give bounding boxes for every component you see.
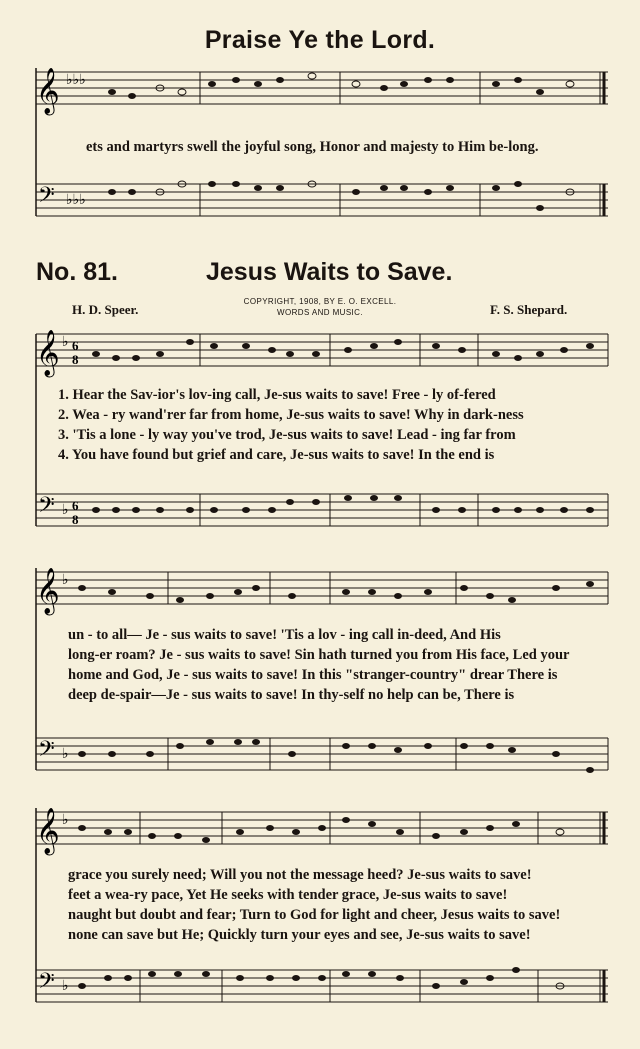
system1-verse2-lyric: 2. Wea - ry wand'rer far from home, Je-sus waits to save! Why in dark-ness xyxy=(58,407,524,423)
svg-text:6: 6 xyxy=(72,338,79,353)
svg-text:𝄢: 𝄢 xyxy=(38,183,55,213)
system3-bass-staff xyxy=(0,966,640,1016)
previous-hymn-lyric-line: ets and martyrs swell the joyful song, Honor and majesty to Him be-long. xyxy=(86,139,539,155)
system3-treble-staff xyxy=(0,808,640,858)
copyright-line-1: COPYRIGHT, 1908, BY E. O. EXCELL. xyxy=(243,297,397,306)
system1-treble-staff xyxy=(0,330,640,380)
previous-treble-staff xyxy=(0,68,640,118)
hymn-title: Jesus Waits to Save. xyxy=(206,258,453,286)
svg-text:𝄢: 𝄢 xyxy=(38,969,55,999)
words-author: H. D. Speer. xyxy=(72,302,139,317)
svg-text:♭: ♭ xyxy=(62,334,69,350)
hymn-number: No. 81. xyxy=(36,258,118,286)
system2-verse4-lyric: deep de-spair—Je - sus waits to save! In thy-self no help can be, There is xyxy=(68,687,515,703)
previous-bass-staff xyxy=(0,180,640,230)
svg-text:𝄢: 𝄢 xyxy=(38,737,55,767)
system1-verse3-lyric: 3. 'Tis a lone - ly way you've trod, Je-sus waits to save! Lead - ing far from xyxy=(58,427,516,443)
system3-verse1-lyric: grace you surely need; Will you not the message heed? Je-sus waits to save! xyxy=(68,867,532,883)
svg-text:♭: ♭ xyxy=(62,572,69,588)
svg-text:𝄢: 𝄢 xyxy=(38,493,55,523)
system3-verse4-lyric: none can save but He; Quickly turn your eyes and see, Je-sus waits to save! xyxy=(68,927,531,943)
system2-verse1-lyric: un - to all— Je - sus waits to save! 'Tis a lov - ing call in-deed, And His xyxy=(68,627,501,643)
svg-text:♭: ♭ xyxy=(62,746,69,762)
system3-verse3-lyric: naught but doubt and fear; Turn to God for light and cheer, Jesus waits to save! xyxy=(68,907,561,923)
svg-text:𝄞: 𝄞 xyxy=(36,568,60,614)
system2-verse3-lyric: home and God, Je - sus waits to save! In this "stranger-country" drear There is xyxy=(68,667,558,683)
svg-text:𝄞: 𝄞 xyxy=(36,330,60,376)
svg-text:6: 6 xyxy=(72,498,79,513)
svg-text:8: 8 xyxy=(72,352,79,367)
copyright-line-2: WORDS AND MUSIC. xyxy=(277,308,363,317)
music-author: F. S. Shepard. xyxy=(490,302,568,317)
svg-text:♭♭♭: ♭♭♭ xyxy=(66,192,86,208)
svg-text:♭: ♭ xyxy=(62,812,69,828)
previous-hymn-title: Praise Ye the Lord. xyxy=(204,26,436,54)
svg-text:𝄞: 𝄞 xyxy=(36,68,60,114)
system1-verse1-lyric: 1. Hear the Sav-ior's lov-ing call, Je-sus waits to save! Free - ly of-fered xyxy=(58,387,496,403)
system2-bass-staff xyxy=(0,734,640,784)
system1-verse4-lyric: 4. You have found but grief and care, Je-sus waits to save! In the end is xyxy=(58,447,495,463)
svg-text:♭: ♭ xyxy=(62,502,69,518)
svg-text:♭: ♭ xyxy=(62,978,69,994)
svg-text:8: 8 xyxy=(72,512,79,527)
system2-treble-staff xyxy=(0,568,640,618)
svg-text:♭♭♭: ♭♭♭ xyxy=(66,72,86,88)
copyright-notice xyxy=(200,296,440,318)
system2-verse2-lyric: long-er roam? Je - sus waits to save! Sin hath turned you from His face, Led your xyxy=(68,647,570,663)
svg-text:𝄞: 𝄞 xyxy=(36,808,60,854)
system3-verse2-lyric: feet a wea-ry pace, Yet He seeks with tender grace, Je-sus waits to save! xyxy=(68,887,508,903)
system1-bass-staff xyxy=(0,490,640,540)
